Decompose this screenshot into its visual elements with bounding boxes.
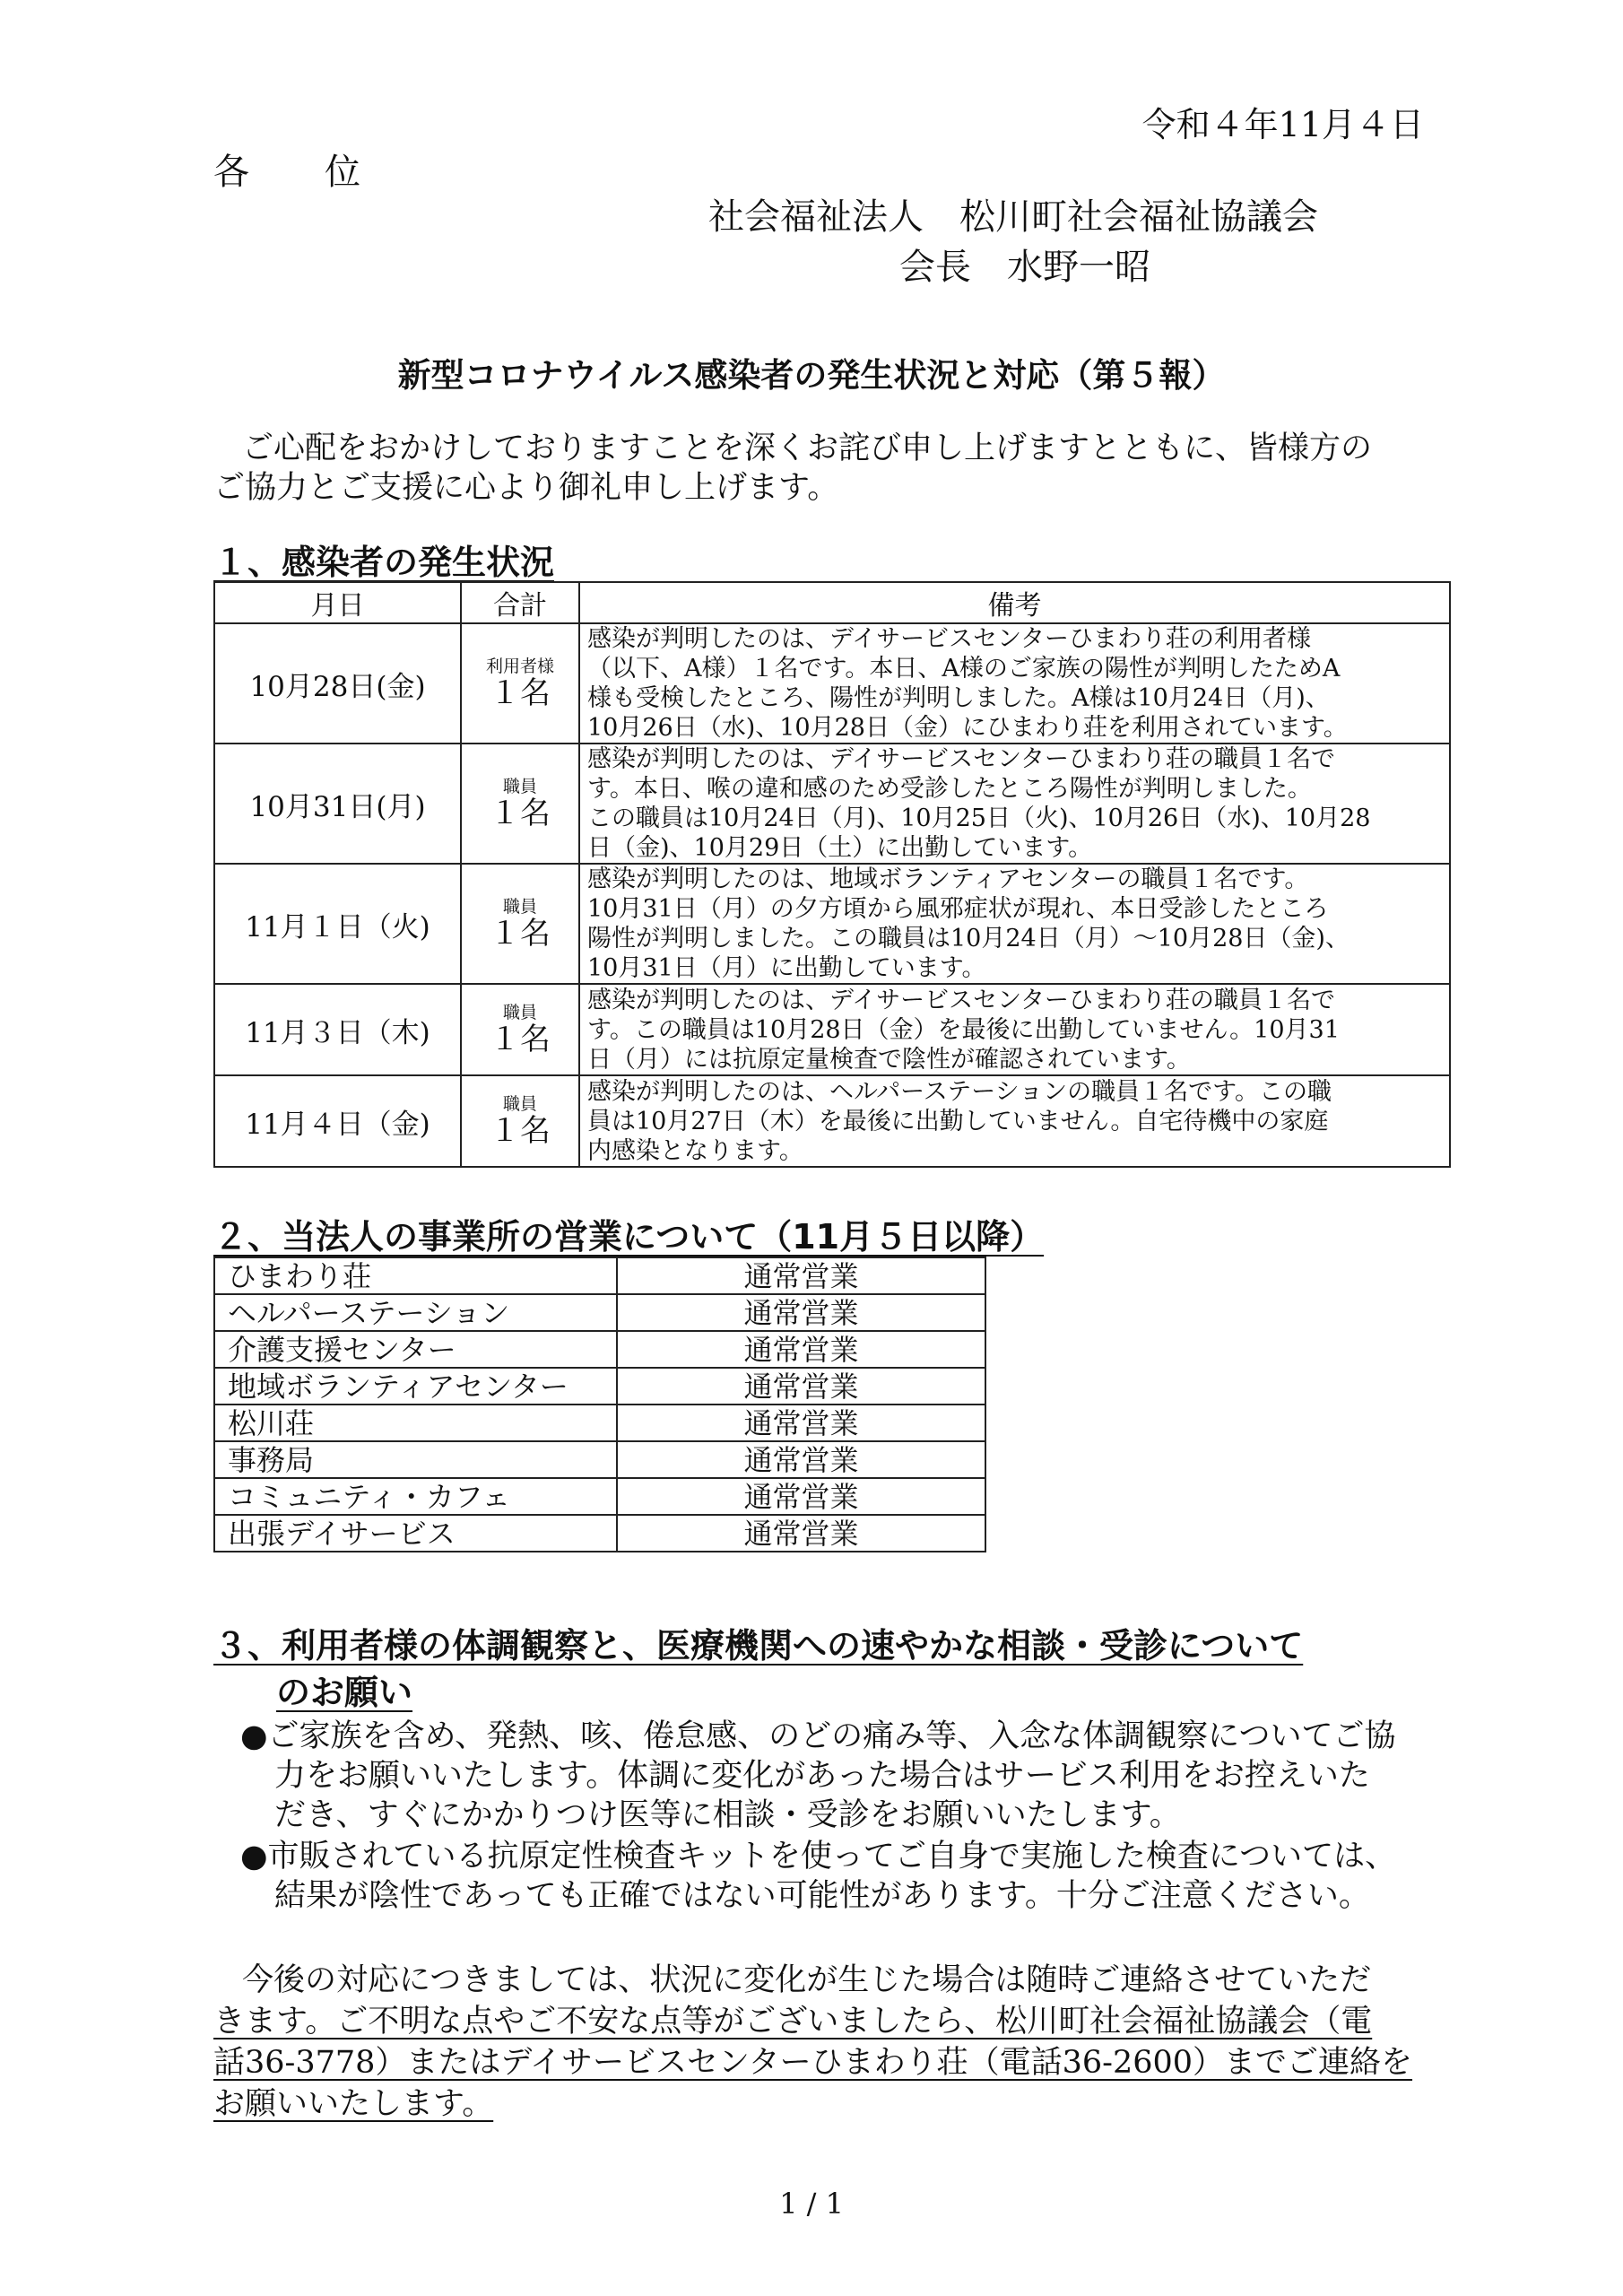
column-header-total: 合計 bbox=[461, 582, 579, 623]
note-line: 様も受検したところ、陽性が判明しました。A様は10月24日（月)、 bbox=[587, 684, 1330, 712]
table-row bbox=[214, 1331, 985, 1368]
note-line: 10月26日（水)、10月28日（金）にひまわり荘を利用されています。 bbox=[587, 714, 1348, 742]
case-date: 11月１日（火) bbox=[214, 864, 461, 984]
case-type: 職員 bbox=[502, 1094, 537, 1114]
bullet-1-line-3: だき、すぐにかかりつけ医等に相談・受診をお願いいたします。 bbox=[274, 1797, 1181, 1833]
table-header-row bbox=[214, 582, 1450, 623]
note-line: 感染が判明したのは、ヘルパーステーションの職員１名です。この職 bbox=[587, 1077, 1332, 1106]
table-row bbox=[214, 984, 1450, 1075]
office-status-table bbox=[213, 1257, 986, 1552]
case-count-cell bbox=[461, 984, 579, 1075]
note-line: 陽性が判明しました。この職員は10月24日（月）～10月28日（金)、 bbox=[587, 925, 1350, 952]
section-3-heading-line-1: ３、利用者様の体調観察と、医療機関への速やかな相談・受診について bbox=[213, 1626, 1304, 1665]
office-name: 松川荘 bbox=[214, 1405, 617, 1441]
column-header-date: 月日 bbox=[214, 582, 461, 623]
case-count: １名 bbox=[490, 675, 551, 711]
case-count-cell bbox=[461, 1075, 579, 1167]
case-count: １名 bbox=[490, 796, 551, 831]
section-2-heading: ２、当法人の事業所の営業について（11月５日以降） bbox=[213, 1217, 1045, 1257]
intro-line-1: ご心配をおかけしておりますことを深くお詫び申し上げますとともに、皆様方の bbox=[242, 430, 1373, 466]
closing-line-1: 今後の対応につきましては、状況に変化が生じた場合は随時ご連絡させていただ bbox=[242, 1962, 1372, 1998]
bullet-1-line-1: ●ご家族を含め、発熱、咳、倦怠感、のどの痛み等、入念な体調観察についてご協 bbox=[240, 1718, 1396, 1754]
case-note bbox=[579, 984, 1450, 1075]
office-status: 通常営業 bbox=[617, 1331, 985, 1368]
document-date: 令和４年11月４日 bbox=[1141, 105, 1424, 144]
document-title: 新型コロナウイルス感染者の発生状況と対応（第５報） bbox=[397, 356, 1226, 395]
section-1-heading: １、感染者の発生状況 bbox=[213, 543, 555, 582]
section-3-heading-line-2: のお願い bbox=[276, 1673, 413, 1712]
table-row bbox=[214, 864, 1450, 984]
case-date: 11月３日（木) bbox=[214, 984, 461, 1075]
note-line: 感染が判明したのは、地域ボランティアセンターの職員１名です。 bbox=[587, 865, 1309, 893]
addressee: 各 位 bbox=[213, 152, 380, 193]
office-status: 通常営業 bbox=[617, 1515, 985, 1552]
table-row bbox=[214, 1257, 985, 1294]
case-count-cell bbox=[461, 623, 579, 744]
office-name: 事務局 bbox=[214, 1441, 617, 1478]
note-line: 10月31日（月）の夕方頃から風邪症状が現れ、本日受診したところ bbox=[587, 895, 1329, 923]
case-date: 10月28日(金) bbox=[214, 623, 461, 744]
note-line: 感染が判明したのは、デイサービスセンターひまわり荘の職員１名で bbox=[587, 745, 1336, 773]
representative-name: 会長 水野一昭 bbox=[899, 247, 1150, 288]
case-type: 利用者様 bbox=[485, 657, 554, 676]
case-note bbox=[579, 744, 1450, 864]
note-line: 員は10月27日（木）を最後に出勤していません。自宅待機中の家庭 bbox=[587, 1107, 1329, 1135]
case-date: 10月31日(月) bbox=[214, 744, 461, 864]
table-row bbox=[214, 1368, 985, 1405]
note-line: す。本日、喉の違和感のため受診したところ陽性が判明しました。 bbox=[587, 775, 1312, 803]
office-name: 出張デイサービス bbox=[214, 1515, 617, 1552]
note-line: 日（金)、10月29日（土）に出勤しています。 bbox=[587, 834, 1093, 862]
case-count: １名 bbox=[490, 916, 551, 952]
note-line: 10月31日（月）に出勤しています。 bbox=[587, 954, 986, 982]
closing-line-3: 話36-3778）またはデイサービスセンターひまわり荘（電話36-2600）までご連絡を bbox=[213, 2045, 1413, 2081]
office-status: 通常営業 bbox=[617, 1294, 985, 1331]
case-date: 11月４日（金) bbox=[214, 1075, 461, 1167]
column-header-remarks: 備考 bbox=[579, 582, 1450, 623]
case-note bbox=[579, 1075, 1450, 1167]
office-name: ひまわり荘 bbox=[214, 1257, 617, 1294]
organization-name: 社会福祉法人 松川町社会福祉協議会 bbox=[708, 196, 1318, 238]
case-count: １名 bbox=[490, 1113, 551, 1149]
page-number: 1 / 1 bbox=[779, 2187, 844, 2221]
note-line: 内感染となります。 bbox=[587, 1136, 803, 1165]
table-row bbox=[214, 623, 1450, 744]
case-type: 職員 bbox=[502, 1003, 537, 1022]
case-count: １名 bbox=[490, 1022, 551, 1057]
note-line: 感染が判明したのは、デイサービスセンターひまわり荘の利用者様 bbox=[587, 625, 1312, 653]
table-row bbox=[214, 744, 1450, 864]
office-status: 通常営業 bbox=[617, 1368, 985, 1405]
case-count-cell bbox=[461, 864, 579, 984]
table-row bbox=[214, 1294, 985, 1331]
case-note bbox=[579, 623, 1450, 744]
note-line: この職員は10月24日（月)、10月25日（火)、10月26日（水)、10月28 bbox=[587, 804, 1371, 832]
table-row bbox=[214, 1515, 985, 1552]
note-line: 日（月）には抗原定量検査で陰性が確認されています。 bbox=[587, 1045, 1191, 1074]
table-row bbox=[214, 1478, 985, 1515]
note-line: す。この職員は10月28日（金）を最後に出勤していません。10月31 bbox=[587, 1015, 1340, 1044]
office-status: 通常営業 bbox=[617, 1478, 985, 1515]
table-row bbox=[214, 1441, 985, 1478]
closing-line-2: きます。ご不明な点やご不安な点等がございましたら、松川町社会福祉協議会（電 bbox=[213, 2004, 1373, 2039]
bullet-1-line-2: 力をお願いいたします。体調に変化があった場合はサービス利用をお控えいた bbox=[274, 1758, 1370, 1794]
case-type: 職員 bbox=[502, 777, 537, 796]
case-type: 職員 bbox=[502, 897, 537, 917]
office-status: 通常営業 bbox=[617, 1441, 985, 1478]
infection-status-table bbox=[213, 581, 1451, 1168]
bullet-2-line-2: 結果が陰性であっても正確ではない可能性があります。十分ご注意ください。 bbox=[274, 1878, 1370, 1914]
office-status: 通常営業 bbox=[617, 1405, 985, 1441]
table-row bbox=[214, 1075, 1450, 1167]
bullet-2-line-1: ●市販されている抗原定性検査キットを使ってご自身で実施した検査については、 bbox=[240, 1839, 1397, 1874]
case-note bbox=[579, 864, 1450, 984]
note-line: 感染が判明したのは、デイサービスセンターひまわり荘の職員１名で bbox=[587, 986, 1336, 1014]
office-status: 通常営業 bbox=[617, 1257, 985, 1294]
intro-line-2: ご協力とご支援に心より御礼申し上げます。 bbox=[213, 470, 839, 506]
office-name: 介護支援センター bbox=[214, 1331, 617, 1368]
office-name: ヘルパーステーション bbox=[214, 1294, 617, 1331]
office-name: 地域ボランティアセンター bbox=[214, 1368, 617, 1405]
note-line: （以下、A様）１名です。本日、A様のご家族の陽性が判明したためA bbox=[587, 655, 1341, 683]
case-count-cell bbox=[461, 744, 579, 864]
closing-line-4: お願いいたします。 bbox=[213, 2086, 494, 2122]
office-name: コミュニティ・カフェ bbox=[214, 1478, 617, 1515]
table-row bbox=[214, 1405, 985, 1441]
